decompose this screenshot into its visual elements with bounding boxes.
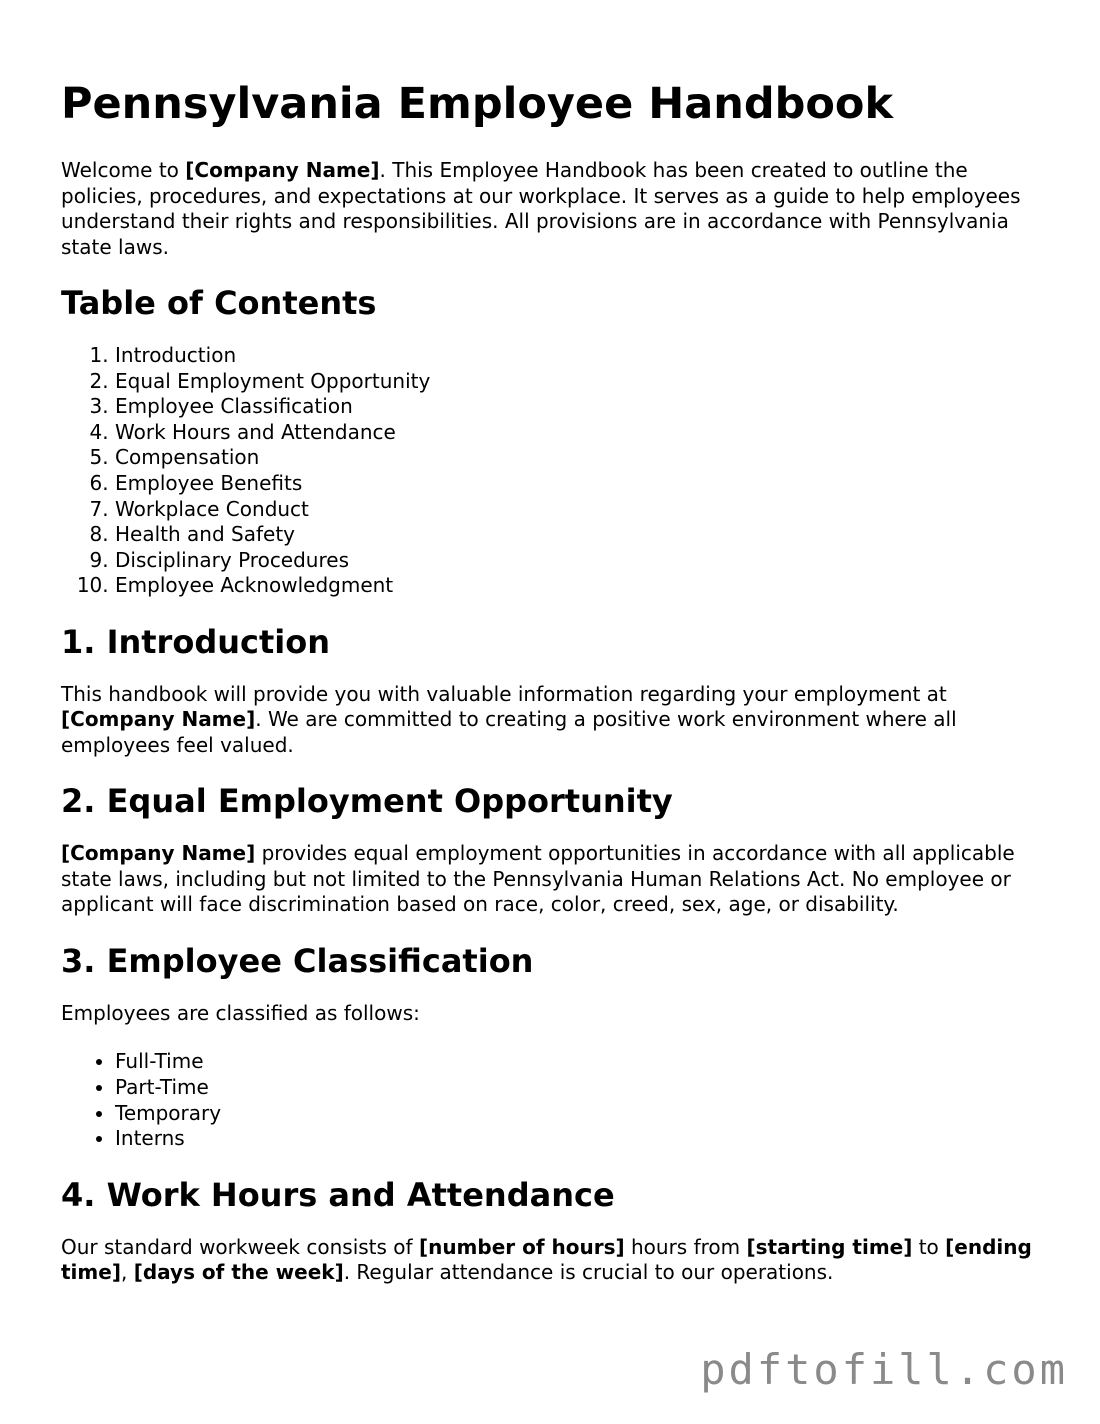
list-item: • Temporary (115, 1101, 1051, 1127)
work-hours-paragraph (61, 1235, 1051, 1286)
intro-text-1: Welcome to (61, 158, 186, 182)
toc-item: 8. Health and Safety (115, 522, 1051, 548)
days-placeholder: [days of the week] (133, 1260, 344, 1285)
company-name-placeholder: [Company Name] (185, 158, 380, 182)
work-hours-text-2: hours from (624, 1234, 747, 1259)
intro-text-2: . This Employee Handbook has been created to outline the policies, procedures, and expectations at our workplace. It serves as a guide to help employees understand their rights and responsibilities. All provisions are in accordance with Pennsylvania state laws. (61, 158, 1021, 259)
introduction-text-2: . We are committed to creating a positive work environment where all employees feel valued. (61, 707, 957, 757)
hours-placeholder: [number of hours] (418, 1234, 625, 1259)
classification-list (61, 1049, 1051, 1151)
toc-item: 7. Workplace Conduct (115, 497, 1051, 523)
toc-item: 9. Disciplinary Procedures (115, 548, 1051, 574)
page-title: Pennsylvania Employee Handbook (61, 79, 894, 129)
toc-item: 5. Compensation (115, 445, 1051, 471)
list-item: • Full-Time (115, 1049, 1051, 1075)
work-hours-text-1: Our standard workweek consists of (61, 1234, 419, 1259)
intro-paragraph (61, 158, 1051, 260)
eeo-paragraph (61, 841, 1051, 918)
introduction-paragraph (61, 682, 1051, 759)
toc-item: 3. Employee Classification (115, 394, 1051, 420)
toc-list (61, 343, 1051, 599)
section-heading-classification: 3. Employee Classification (61, 941, 534, 980)
classification-paragraph: Employees are classified as follows: (61, 1000, 420, 1025)
introduction-text-1: This handbook will provide you with valuable information regarding your employment at (61, 681, 947, 706)
toc-item: 6. Employee Benefits (115, 471, 1051, 497)
toc-heading: Table of Contents (61, 284, 377, 322)
toc-item: 1. Introduction (115, 343, 1051, 369)
company-name-placeholder: [Company Name] (61, 707, 256, 732)
document-page (61, 78, 1051, 1309)
work-hours-text-5: . Regular attendance is crucial to our operations. (343, 1260, 834, 1285)
company-name-placeholder: [Company Name] (61, 841, 256, 866)
section-heading-eeo: 2. Equal Employment Opportunity (61, 782, 673, 821)
list-item: • Part-Time (115, 1075, 1051, 1101)
section-heading-work-hours: 4. Work Hours and Attendance (61, 1175, 615, 1214)
toc-item: 4. Work Hours and Attendance (115, 420, 1051, 446)
toc-item: 10. Employee Acknowledgment (115, 573, 1051, 599)
list-item: • Interns (115, 1126, 1051, 1152)
eeo-text: provides equal employment opportunities in accordance with all applicable state laws, including but not limited to the Pennsylvania Human Relations Act. No employee or applicant will face discrimination based on race, color, creed, sex, age, or disability. (61, 841, 1015, 917)
toc-item: 2. Equal Employment Opportunity (115, 369, 1051, 395)
section-heading-introduction: 1. Introduction (61, 622, 330, 661)
starting-time-placeholder: [starting time] (746, 1234, 913, 1259)
ending-time-placeholder: [ending time] (61, 1234, 1032, 1285)
work-hours-text-4: , (120, 1260, 134, 1285)
watermark-logo: pdftofill.com (700, 1345, 1068, 1394)
work-hours-text-3: to (912, 1234, 946, 1259)
